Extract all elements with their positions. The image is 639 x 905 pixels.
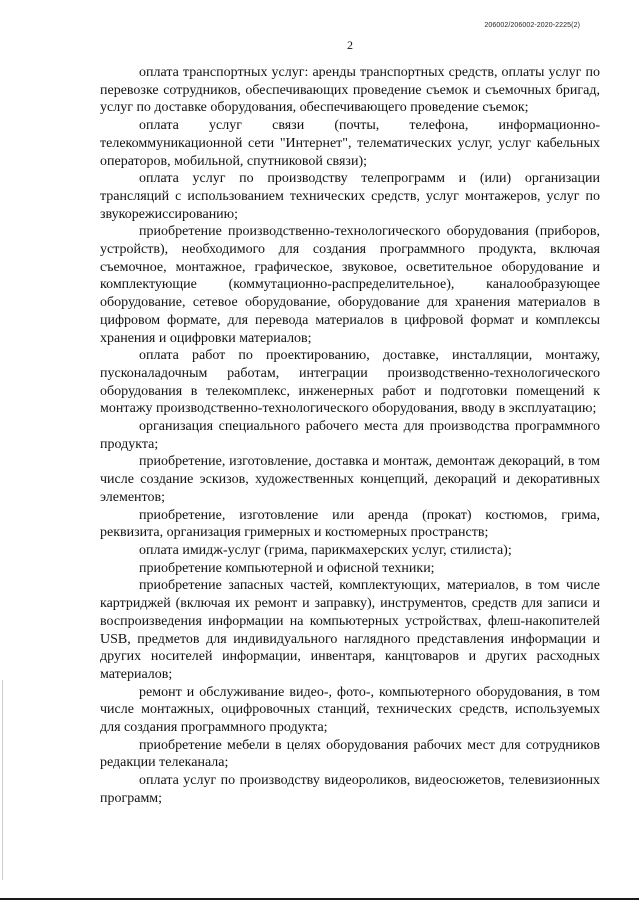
bottom-scan-border — [0, 898, 639, 900]
paragraph-installation-works: оплата работ по проектированию, доставке, инсталляции, монтажу, пусконаладочным работам, интеграции производственно-технологического оборудования в телекомплекс, инженерных работ и подготовки помещений к монтажу производственно-технологического оборудования, вводу в эксплуатацию; — [100, 348, 600, 417]
paragraph-transport-services: оплата транспортных услуг: аренды транспортных средств, оплаты услуг по перевозке сотрудников, обеспечивающих проведение съемок и съемочных бригад, услуг по доставке оборудования, обеспечивающего проведение съемок; — [100, 65, 600, 116]
paragraph-workplace-organization: организация специального рабочего места для производства программного продукта; — [100, 419, 600, 452]
paragraph-decorations: приобретение, изготовление, доставка и монтаж, демонтаж декораций, в том числе создание эскизов, художественных концепций, декораций и декоративных элементов; — [100, 454, 600, 505]
paragraph-video-production: оплата услуг по производству видеороликов, видеосюжетов, телевизионных программ; — [100, 773, 600, 806]
page-number: 2 — [347, 38, 353, 52]
paragraph-tv-production-services: оплата услуг по производству телепрограмм и (или) организации трансляций с использованием технических средств, услуг монтажеров, услуг по звукорежиссированию; — [100, 171, 600, 222]
paragraph-equipment-purchase: приобретение производственно-технологического оборудования (приборов, устройств), необходимого для создания программного продукта, включая съемочное, монтажное, графическое, звуковое, осветительное оборудование и комплектующие (коммутационно-распределительное), каналообразующее оборудование, сетевое оборудование, оборудование для хранения материалов в цифровом формате, для перевода материалов в цифровой формат и комплексы хранения и оцифровки материалов; — [100, 224, 600, 346]
document-body — [100, 64, 600, 808]
paragraph-furniture: приобретение мебели в целях оборудования рабочих мест для сотрудников редакции телеканала; — [100, 737, 600, 771]
paragraph-communication-services: оплата услуг связи (почты, телефона, информационно-телекоммуникационной сети "Интернет", телематических услуг, услуг кабельных операторов, мобильной, спутниковой связи); — [100, 118, 600, 169]
paragraph-costumes: приобретение, изготовление или аренда (прокат) костюмов, грима, реквизита, организация гримерных и костюмерных пространств; — [100, 507, 600, 541]
document-code: 206002/206002-2020-2225(2) — [484, 22, 580, 29]
paragraph-spare-parts: приобретение запасных частей, комплектующих, материалов, в том числе картриджей (включая их ремонт и заправку), инструментов, средств для записи и воспроизведения информации на компьютерных устройствах, флеш-накопителей USB, предметов для индивидуального наглядного представления информации и других носителей информации, инвентаря, канцтоваров и других расходных материалов; — [100, 578, 600, 682]
paragraph-image-services: оплата имидж-услуг (грима, парикмахерских услуг, стилиста); — [139, 542, 512, 558]
paragraph-repair-maintenance: ремонт и обслуживание видео-, фото-, компьютерного оборудования, в том числе монтажных, оцифровочных станций, технических средств, используемых для создания программного продукта; — [100, 684, 600, 736]
scan-edge-mark — [2, 680, 3, 880]
paragraph-computer-equipment: приобретение компьютерной и офисной техники; — [139, 560, 435, 576]
